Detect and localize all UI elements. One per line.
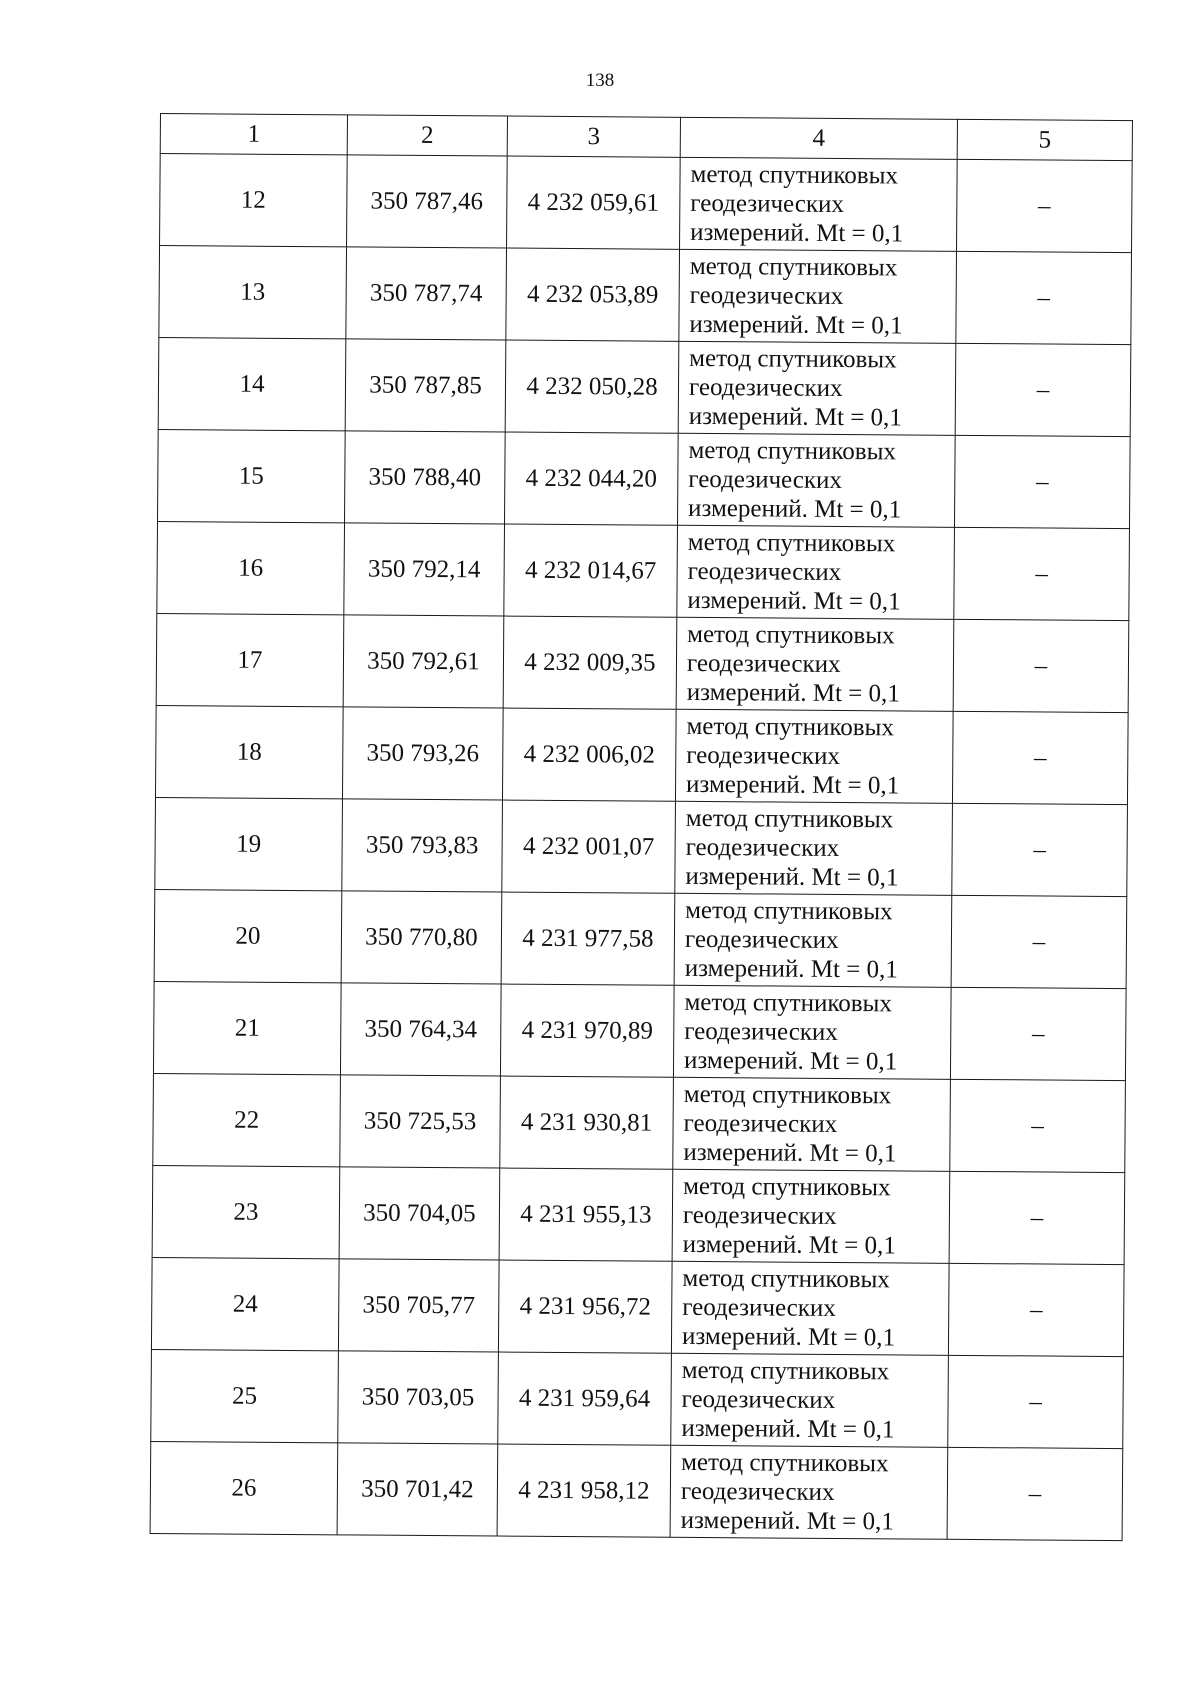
coordinate-x-cell: 350 788,40 [345,431,506,524]
coordinate-x-cell: 350 725,53 [340,1075,501,1168]
method-cell [675,709,953,803]
coordinate-y-cell: 4 232 050,28 [505,340,679,433]
method-line: геодезических [685,833,840,862]
coordinate-y-cell: 4 231 930,81 [500,1076,674,1169]
method-cell [679,249,957,343]
method-cell [680,157,958,251]
method-line: геодезических [680,1477,835,1506]
method-line: метод спутниковых [683,1172,891,1202]
point-number-cell: 14 [158,337,346,430]
coordinate-y-cell: 4 232 059,61 [507,156,681,249]
method-cell [670,1445,948,1539]
method-cell [671,1261,949,1355]
note-cell: – [951,895,1127,988]
note-cell: – [954,435,1130,528]
method-line: метод спутниковых [688,436,897,466]
coordinate-y-cell: 4 232 044,20 [504,432,678,525]
note-cell: – [957,159,1133,252]
point-number-cell: 25 [151,1349,339,1442]
point-number-cell: 26 [150,1441,338,1534]
method-line: геодезических [686,649,841,679]
table-header-row [160,114,1132,161]
method-line: метод спутниковых [684,988,892,1018]
coordinate-x-cell: 350 787,46 [347,155,508,248]
header-cell: 1 [160,114,347,155]
coordinate-x-cell: 350 703,05 [338,1351,499,1444]
method-cell [677,433,955,527]
table-row [154,889,1127,988]
coordinate-y-cell: 4 231 955,13 [499,1168,673,1261]
coordinate-y-cell: 4 231 977,58 [501,892,675,985]
method-line: измерений. Mt = 0,1 [689,310,903,340]
note-cell: – [947,1447,1123,1540]
note-cell: – [948,1263,1124,1356]
method-line: геодезических [684,1017,838,1046]
point-number-cell: 23 [152,1165,340,1258]
coordinate-x-cell: 350 792,14 [344,523,505,616]
method-line: метод спутниковых [682,1264,890,1294]
note-cell: – [952,803,1128,896]
method-line: геодезических [683,1109,838,1138]
method-line: геодезических [682,1201,837,1230]
method-line: геодезических [689,281,844,311]
table-row [155,705,1128,804]
method-cell [675,801,953,895]
note-cell: – [956,251,1132,344]
header-cell: 5 [957,119,1132,160]
table-row [156,613,1129,712]
coordinates-table-container [150,113,1132,1541]
method-line: геодезических [690,189,845,219]
table-row [153,981,1126,1080]
method-line: измерений. Mt = 0,1 [685,770,900,800]
method-cell [673,985,951,1079]
point-number-cell: 17 [156,613,344,706]
method-line: измерений. Mt = 0,1 [688,494,902,524]
point-number-cell: 22 [153,1073,341,1166]
method-line: метод спутниковых [689,252,898,282]
coordinate-x-cell: 350 770,80 [341,891,502,984]
table-row [155,797,1128,896]
method-line: измерений. Mt = 0,1 [681,1322,896,1352]
coordinates-table [150,113,1133,1541]
table-row [151,1257,1124,1356]
coordinate-y-cell: 4 232 053,89 [506,248,680,341]
note-cell: – [952,711,1128,804]
method-line: измерений. Mt = 0,1 [688,402,902,432]
header-cell: 3 [507,116,680,157]
point-number-cell: 13 [159,246,347,339]
method-line: геодезических [686,741,840,771]
method-line: геодезических [682,1293,836,1322]
point-number-cell: 21 [153,981,341,1074]
coordinate-x-cell: 350 701,42 [337,1443,498,1536]
note-cell: – [949,1171,1125,1264]
coordinate-y-cell: 4 232 001,07 [502,800,676,893]
point-number-cell: 18 [155,705,343,798]
coordinate-y-cell: 4 232 006,02 [502,708,676,801]
header-cell: 2 [347,115,507,156]
method-line: метод спутниковых [689,344,897,374]
method-cell [671,1353,949,1447]
method-line: метод спутниковых [681,1356,890,1386]
method-line: метод спутниковых [683,1080,892,1110]
table-row [160,154,1133,253]
method-line: геодезических [688,373,843,403]
table-row [159,246,1132,345]
coordinate-y-cell: 4 231 958,12 [497,1444,671,1537]
method-line: измерений. Mt = 0,1 [687,586,901,616]
note-cell: – [953,619,1129,712]
table-row [151,1349,1124,1448]
method-cell [677,525,955,619]
method-line: метод спутниковых [687,528,896,558]
page-number: 138 [585,70,615,91]
method-line: измерений. Mt = 0,1 [684,954,898,984]
header-cell: 4 [680,117,957,159]
method-cell [674,893,952,987]
method-line: метод спутниковых [681,1448,889,1478]
method-line: измерений. Mt = 0,1 [690,218,904,248]
method-line: метод спутниковых [685,896,893,926]
note-cell: – [948,1355,1124,1448]
method-cell [672,1169,950,1263]
method-line: геодезических [688,465,843,495]
method-line: измерений. Mt = 0,1 [683,1046,898,1076]
method-cell [676,617,954,711]
table-row [158,429,1131,528]
note-cell: – [955,343,1131,436]
coordinate-x-cell: 350 764,34 [340,983,501,1076]
table-row [158,337,1131,436]
coordinate-y-cell: 4 231 956,72 [498,1260,672,1353]
coordinate-y-cell: 4 231 959,64 [498,1352,672,1445]
coordinate-x-cell: 350 787,85 [345,339,506,432]
coordinate-x-cell: 350 704,05 [339,1167,500,1260]
note-cell: – [950,987,1126,1080]
note-cell: – [954,527,1130,620]
point-number-cell: 20 [154,889,342,982]
coordinate-x-cell: 350 792,61 [343,615,504,708]
method-line: метод спутниковых [690,160,899,190]
table-row [150,1441,1123,1540]
point-number-cell: 12 [160,154,348,247]
method-line: геодезических [684,925,839,954]
table-row [152,1165,1125,1264]
method-cell [673,1077,951,1171]
method-line: измерений. Mt = 0,1 [680,1506,894,1536]
coordinate-x-cell: 350 793,26 [342,707,503,800]
point-number-cell: 24 [151,1257,339,1350]
point-number-cell: 16 [157,521,345,614]
point-number-cell: 15 [158,429,346,522]
coordinate-y-cell: 4 232 009,35 [503,616,677,709]
coordinate-y-cell: 4 232 014,67 [504,524,678,617]
coordinate-x-cell: 350 793,83 [342,799,503,892]
method-line: геодезических [687,557,842,587]
method-line: геодезических [681,1385,836,1414]
method-line: измерений. Mt = 0,1 [685,862,899,892]
method-cell [678,341,956,435]
method-line: метод спутниковых [685,804,894,834]
table-row [157,521,1130,620]
method-line: измерений. Mt = 0,1 [682,1230,896,1260]
method-line: метод спутниковых [687,620,895,650]
method-line: измерений. Mt = 0,1 [683,1138,897,1168]
table-row [153,1073,1126,1172]
method-line: измерений. Mt = 0,1 [686,678,900,708]
point-number-cell: 19 [155,797,343,890]
method-line: метод спутниковых [686,712,895,742]
coordinate-x-cell: 350 705,77 [338,1259,499,1352]
note-cell: – [950,1079,1126,1172]
method-line: измерений. Mt = 0,1 [681,1414,895,1444]
coordinate-y-cell: 4 231 970,89 [500,984,674,1077]
coordinate-x-cell: 350 787,74 [346,247,507,340]
